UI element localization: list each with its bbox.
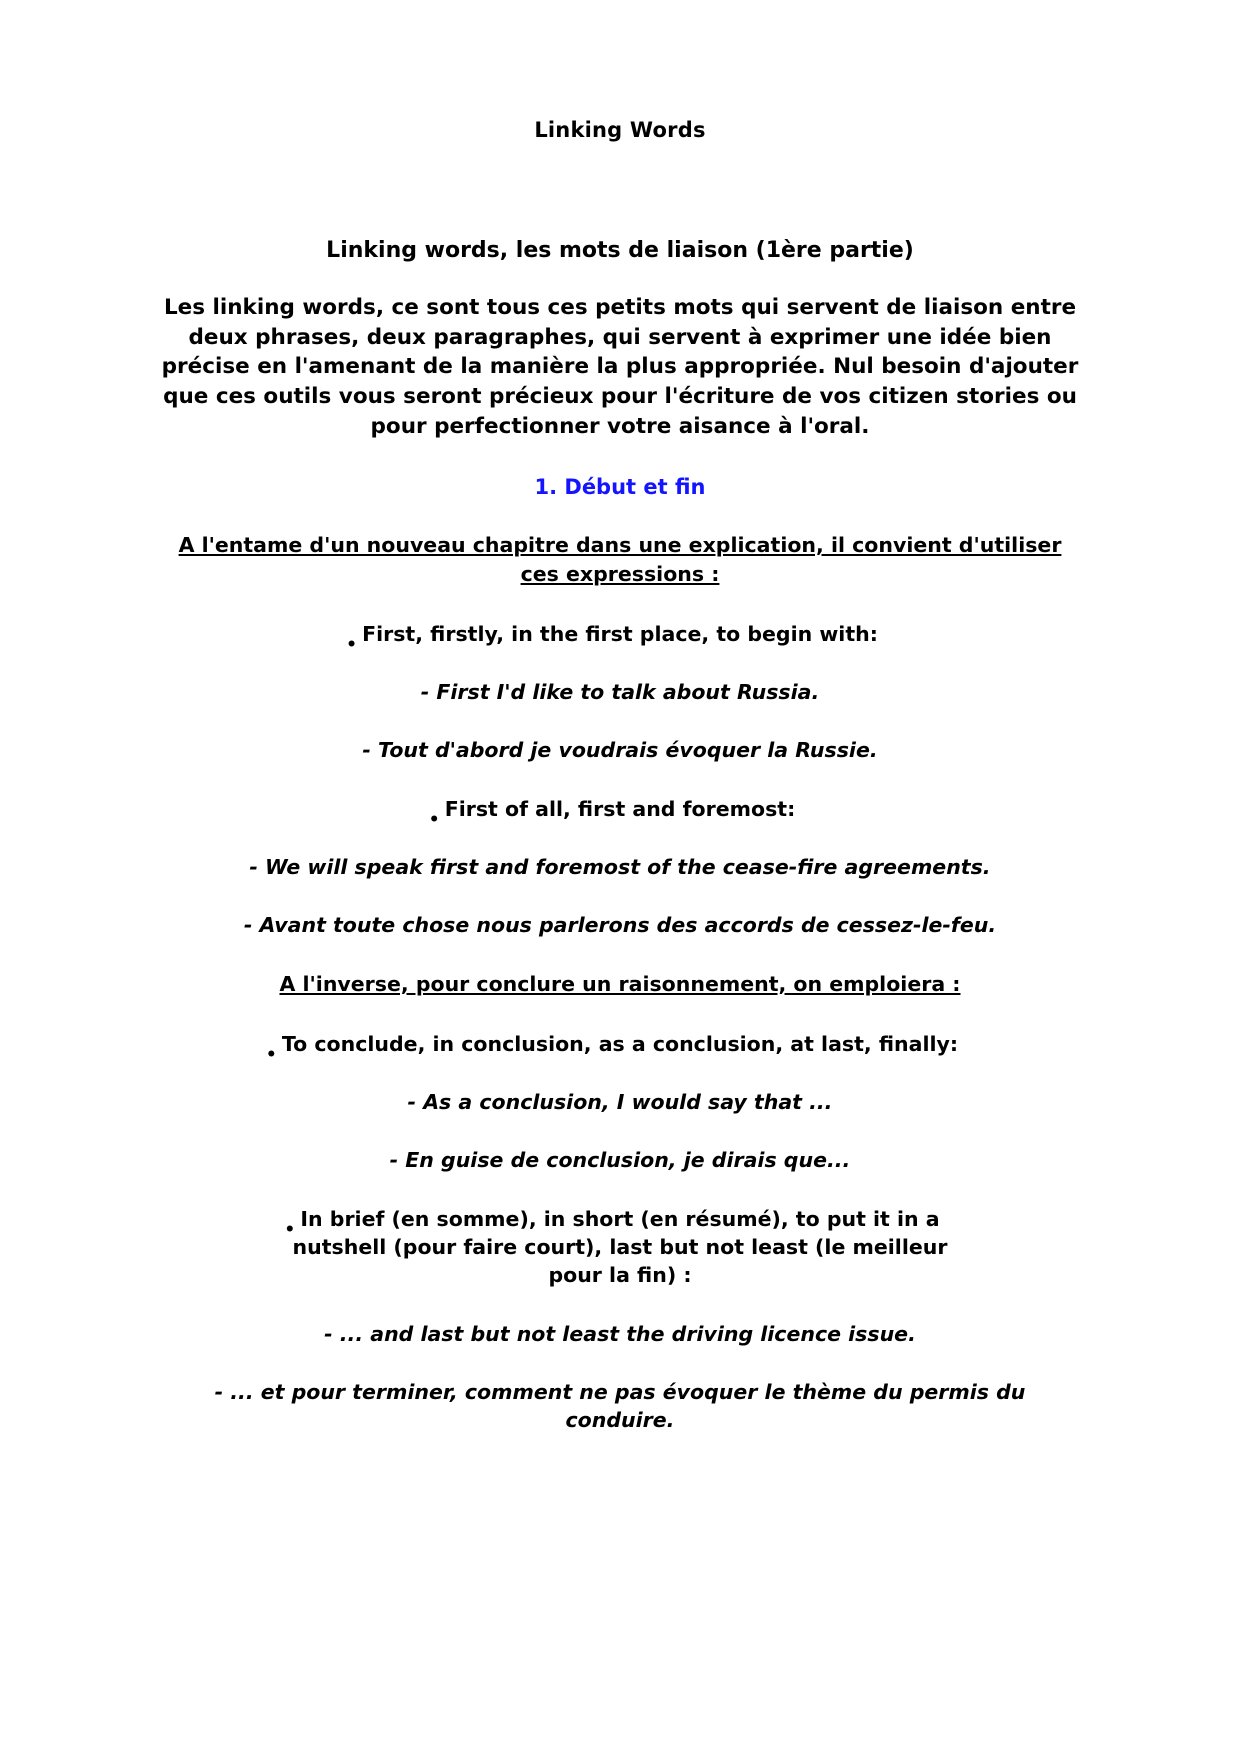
list-item: [148, 1205, 1092, 1290]
list-item-label: First, firstly, in the first place, to begin with:: [362, 621, 878, 646]
section-title: Linking words, les mots de liaison (1ère partie): [326, 238, 914, 263]
example-english-2: - We will speak first and foremost of the cease-fire agreements.: [249, 854, 991, 879]
list-item-label: To conclude, in conclusion, as a conclusion, at last, finally:: [281, 1031, 959, 1056]
list-item: [148, 1030, 1092, 1058]
page-title: Linking Words: [534, 118, 706, 142]
example-english-4: - ... and last but not least the driving licence issue.: [324, 1321, 916, 1346]
list-item-label: First of all, first and foremost:: [444, 796, 796, 821]
bullet-list-first-of-all: [148, 795, 1092, 823]
list-item-label: In brief (en somme), in short (en résumé), to put it in a nutshell (pour faire court), last but not least (le meilleur pour la fin) :: [292, 1206, 948, 1288]
example-english-3: - As a conclusion, I would say that ...: [407, 1090, 833, 1115]
heading-debut-et-fin: 1. Début et fin: [534, 475, 706, 500]
subheading-entame: A l'entame d'un nouveau chapitre dans une explication, il convient d'utiliser ces expressions :: [178, 533, 1062, 586]
list-item: [148, 620, 1092, 648]
subheading-inverse: A l'inverse, pour conclure un raisonnement, on emploiera :: [279, 971, 961, 996]
example-french-1: - Tout d'abord je voudrais évoquer la Russie.: [362, 738, 878, 763]
list-item: [148, 795, 1092, 823]
bullet-list-conclude: [148, 1030, 1092, 1058]
example-french-3: - En guise de conclusion, je dirais que...: [389, 1148, 851, 1173]
example-english-1: - First I'd like to talk about Russia.: [420, 680, 820, 705]
intro-paragraph: Les linking words, ce sont tous ces petits mots qui servent de liaison entre deux phrases, deux paragraphes, qui servent à exprimer une idée bien précise en l'amenant de la manière la plus appropriée. Nul besoin d'ajouter que ces outils vous seront précieux pour l'écriture de vos citizen stories ou pour perfectionner votre aisance à l'oral.: [161, 295, 1079, 439]
bullet-list-first: [148, 620, 1092, 648]
example-french-2: - Avant toute chose nous parlerons des accords de cessez-le-feu.: [243, 913, 997, 938]
example-french-4: - ... et pour terminer, comment ne pas évoquer le thème du permis du conduire.: [214, 1379, 1026, 1433]
bullet-list-in-brief: [148, 1205, 1092, 1290]
